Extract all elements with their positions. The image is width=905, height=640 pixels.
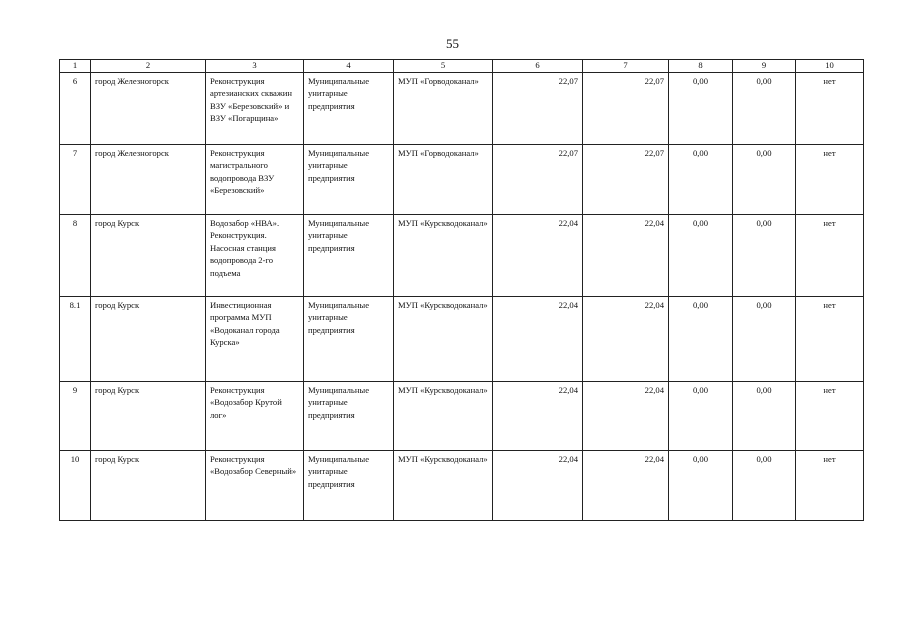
value-col6-cell: 22,04: [493, 382, 583, 451]
value-col9-cell: 0,00: [733, 451, 796, 521]
row-number: 9: [60, 382, 91, 451]
value-col10-cell: нет: [796, 382, 864, 451]
data-table: [59, 59, 864, 521]
value-col7-cell: 22,04: [583, 297, 669, 382]
city-cell: город Курск: [91, 382, 206, 451]
value-col6-cell: 22,04: [493, 451, 583, 521]
organization-cell: МУП «Горводоканал»: [394, 145, 493, 215]
value-col6-cell: 22,04: [493, 297, 583, 382]
project-name-cell: Реконструкция «Водозабор Крутой лог»: [206, 382, 304, 451]
header-row: [60, 60, 864, 73]
column-header: 5: [394, 60, 493, 73]
table-row: [60, 215, 864, 297]
project-name-cell: Водозабор «НВА». Реконструкция. Насосная станция водопровода 2-го подъема: [206, 215, 304, 297]
organization-type-cell: Муниципальные унитарные предприятия: [304, 451, 394, 521]
row-number: 8.1: [60, 297, 91, 382]
column-header: 4: [304, 60, 394, 73]
organization-type-cell: Муниципальные унитарные предприятия: [304, 145, 394, 215]
city-cell: город Железногорск: [91, 145, 206, 215]
organization-cell: МУП «Курскводоканал»: [394, 382, 493, 451]
column-header: 8: [669, 60, 733, 73]
column-header: 6: [493, 60, 583, 73]
value-col10-cell: нет: [796, 297, 864, 382]
value-col9-cell: 0,00: [733, 145, 796, 215]
value-col9-cell: 0,00: [733, 297, 796, 382]
value-col9-cell: 0,00: [733, 215, 796, 297]
value-col10-cell: нет: [796, 451, 864, 521]
table-row: [60, 297, 864, 382]
organization-type-cell: Муниципальные унитарные предприятия: [304, 297, 394, 382]
value-col7-cell: 22,07: [583, 73, 669, 145]
column-header: 2: [91, 60, 206, 73]
row-number: 7: [60, 145, 91, 215]
project-name-cell: Реконструкция «Водозабор Северный»: [206, 451, 304, 521]
project-name-cell: Реконструкция магистрального водопровода ВЗУ «Березовский»: [206, 145, 304, 215]
value-col8-cell: 0,00: [669, 73, 733, 145]
table-row: [60, 145, 864, 215]
city-cell: город Курск: [91, 215, 206, 297]
value-col6-cell: 22,07: [493, 145, 583, 215]
column-header: 10: [796, 60, 864, 73]
organization-cell: МУП «Горводоканал»: [394, 73, 493, 145]
project-name-cell: Реконструкция артезианских скважин ВЗУ «Березовский» и ВЗУ «Погарщина»: [206, 73, 304, 145]
table-row: [60, 451, 864, 521]
row-number: 10: [60, 451, 91, 521]
value-col7-cell: 22,04: [583, 451, 669, 521]
value-col8-cell: 0,00: [669, 215, 733, 297]
organization-type-cell: Муниципальные унитарные предприятия: [304, 73, 394, 145]
page-number: 55: [446, 36, 459, 51]
organization-cell: МУП «Курскводоканал»: [394, 215, 493, 297]
column-header: 1: [60, 60, 91, 73]
column-header: 7: [583, 60, 669, 73]
organization-type-cell: Муниципальные унитарные предприятия: [304, 215, 394, 297]
city-cell: город Железногорск: [91, 73, 206, 145]
organization-cell: МУП «Курскводоканал»: [394, 297, 493, 382]
table-row: [60, 73, 864, 145]
value-col6-cell: 22,07: [493, 73, 583, 145]
value-col8-cell: 0,00: [669, 451, 733, 521]
value-col7-cell: 22,04: [583, 382, 669, 451]
value-col10-cell: нет: [796, 145, 864, 215]
value-col7-cell: 22,04: [583, 215, 669, 297]
city-cell: город Курск: [91, 451, 206, 521]
city-cell: город Курск: [91, 297, 206, 382]
project-name-cell: Инвестиционная программа МУП «Водоканал города Курска»: [206, 297, 304, 382]
column-header: 9: [733, 60, 796, 73]
row-number: 8: [60, 215, 91, 297]
value-col8-cell: 0,00: [669, 145, 733, 215]
value-col7-cell: 22,07: [583, 145, 669, 215]
value-col10-cell: нет: [796, 215, 864, 297]
organization-cell: МУП «Курскводоканал»: [394, 451, 493, 521]
column-header: 3: [206, 60, 304, 73]
value-col6-cell: 22,04: [493, 215, 583, 297]
table-row: [60, 382, 864, 451]
value-col9-cell: 0,00: [733, 73, 796, 145]
value-col8-cell: 0,00: [669, 297, 733, 382]
row-number: 6: [60, 73, 91, 145]
value-col10-cell: нет: [796, 73, 864, 145]
value-col9-cell: 0,00: [733, 382, 796, 451]
organization-type-cell: Муниципальные унитарные предприятия: [304, 382, 394, 451]
value-col8-cell: 0,00: [669, 382, 733, 451]
